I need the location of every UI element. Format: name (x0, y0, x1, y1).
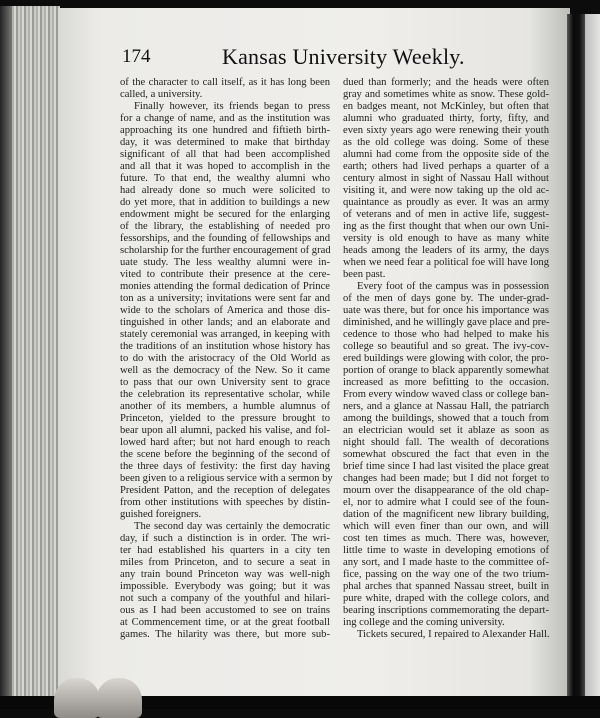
text-line: changes had been made; but I did not forget to (343, 473, 549, 484)
text-line: vited to contribute their presence at the cere- (120, 269, 330, 280)
text-line: ous as I had been accustomed to see on trains (120, 605, 330, 616)
text-line: stately ceremonial was arranged, in keeping with (120, 329, 330, 340)
paragraph (343, 281, 549, 629)
text-line: uate was there, but for once his importance was (343, 305, 549, 316)
text-line: to pass that our own University sent to grace (120, 377, 330, 388)
text-line: increased as more befitting to the occasion. (343, 377, 549, 388)
right-text-column (343, 77, 549, 641)
text-line: another of its members, a humble alumnus of (120, 401, 330, 412)
text-line: and all that it was hoped to accomplish in the (120, 161, 330, 172)
text-line: versity is old enough to have as many white (343, 233, 549, 244)
text-line: cedence to those who had helped to make his (343, 329, 549, 340)
paragraph (343, 629, 549, 641)
text-line: not such a company of the youthful and hilari- (120, 593, 330, 604)
text-line: monies attending the formal dedication of Prince (120, 281, 330, 292)
text-line: the scene before the beginning of the second of (120, 449, 330, 460)
text-line: even sixty years ago were renewing their youth (343, 125, 549, 136)
next-page-edge (585, 14, 600, 709)
text-line: heads among the leaders of its army, the days (343, 245, 549, 256)
text-line: fessorships, and the founding of fellowships and (120, 233, 330, 244)
text-line: of the character to call itself, as it has long been (120, 77, 330, 88)
text-line: visiting it, and were now taking up the old ac- (343, 185, 549, 196)
text-line: brief time since I had last visited the place great (343, 461, 549, 472)
text-line: ners, and a glance at Nassau Hall, the patriarch (343, 401, 549, 412)
text-line: any sort, and I made haste to the committee of- (343, 557, 549, 568)
running-title: Kansas University Weekly. (222, 44, 465, 69)
text-line: games. The hilarity was there, but more sub- (120, 629, 330, 640)
text-line: little time to waste in developing emotions of (343, 545, 549, 556)
text-line: From every window waved class or college ban- (343, 389, 549, 400)
text-line: for a change of name, and as the institution was (120, 113, 330, 124)
text-line: of the library, the establishing of needed pro (120, 221, 330, 232)
text-line: gray and sometimes white as snow. These gold- (343, 89, 549, 100)
text-line: tinguished in other lands; and an elaborate and (120, 317, 330, 328)
text-line: approaching its one hundred and fiftieth birth- (120, 125, 330, 136)
text-line: scholarship for the further encouragement of grad (120, 245, 331, 256)
text-line: endowment might be secured for the enlarging (120, 209, 330, 220)
text-line: the traditions of an institution whose history has (120, 341, 330, 352)
text-line: when we need fear a political foe will have long (343, 257, 549, 268)
text-line: had already done so much were solicited to (120, 185, 330, 196)
text-line: alumni who graduated thirty, forty, fifty, and (343, 113, 549, 124)
text-line: dued than formerly; and the heads were often (343, 77, 549, 88)
text-line: any train bound Princeton way was well-nigh (120, 569, 330, 580)
left-text-column (120, 77, 333, 641)
holding-finger (96, 678, 142, 718)
paragraph (120, 101, 333, 521)
text-line: ing as the first thought that when our own Uni- (343, 221, 549, 232)
text-line: bearing inscriptions commemorating the depart- (343, 605, 549, 616)
text-line: called, a university. (120, 89, 203, 100)
text-line: pure white, draped with the college colors, and (343, 593, 549, 604)
text-line: day, if such a distinction is in order. The wri- (120, 533, 330, 544)
text-line: Every foot of the campus was in possession (357, 281, 549, 292)
text-line: among the buildings, showed that a touch from (343, 413, 549, 424)
text-line: ton as a university; invitations were sent far and (120, 293, 330, 304)
text-line: the three days of festivity: the first day having (120, 461, 330, 472)
text-line: fice, passing on the way one of the two trium- (343, 569, 549, 580)
text-line: miles from Princeton, and to secure a seat in (120, 557, 330, 568)
paragraph (343, 77, 549, 281)
text-line: as the old college was doing. Some of these (343, 137, 549, 148)
text-line: alumni had come from the opposite side of the (343, 149, 549, 160)
page-number: 174 (122, 46, 151, 67)
text-line: earth; others had lived perhaps a quarter of a (343, 161, 549, 172)
book-gutter (567, 14, 585, 709)
text-line: Princeton, yielded to the pressure brought to (120, 413, 330, 424)
text-line: century almost in sight of Nassau Hall without (343, 173, 549, 184)
text-line: el, nor to admire what I could see of the foun- (343, 497, 549, 508)
text-line: significant of all that had been accomplished (120, 149, 330, 160)
text-line: do yet more, that in addition to buildings a new (120, 197, 330, 208)
text-line: bear upon all alumni, packed his valise, and fol- (120, 425, 330, 436)
text-line: to do with the aristocracy of the Old World as (120, 353, 330, 364)
text-line: an electrician would set it ablaze as soon as (343, 425, 549, 436)
text-line: been past. (343, 269, 386, 280)
text-line: wide to the scholars of America and those dis- (120, 305, 330, 316)
text-line: Tickets secured, I repaired to Alexander Hall. (357, 629, 550, 640)
text-line: the celebration its representative scholar, while (120, 389, 330, 400)
text-line: college so beautiful and so great. The ivy-cov- (343, 341, 549, 352)
text-line: of veterans and of men in active life, suggest- (343, 209, 549, 220)
text-line: at Commencement time, or at the great football (120, 617, 330, 628)
text-line: lowed hard after; but not hard enough to reach (120, 437, 330, 448)
text-line: phal arches that spanned Nassau street, built in (343, 581, 549, 592)
text-line: Finally however, its friends began to press (134, 101, 330, 112)
text-line: portion of orange to black apparently somewhat (343, 365, 549, 376)
text-line: cost ten times as much. There was, however, (343, 533, 549, 544)
text-line: diminished, and he willingly gave place and pre- (343, 317, 550, 328)
text-line: ing college and the coming university. (343, 617, 505, 628)
text-line: well as the democracy of the New. So it came (120, 365, 330, 376)
paragraph (120, 77, 330, 101)
text-line: guished foreigners. (120, 509, 202, 520)
text-line: been given to a religious service with a sermon by (120, 473, 333, 484)
text-line: President Patton, and the reception of delegates (120, 485, 330, 496)
text-line: day, it was determined to make that birthday (120, 137, 330, 148)
text-line: mourn over the disappearance of the old chap- (343, 485, 549, 496)
text-line: future. To that end, the wealthy alumni who (120, 173, 330, 184)
text-line: from other institutions with speeches by distin- (120, 497, 330, 508)
text-line: of the men of days gone by. The under-grad- (343, 293, 549, 304)
text-line: quaintance as proudly as ever. It was an army (343, 197, 549, 208)
paragraph (120, 521, 330, 641)
text-line: ered buildings were glowing with color, the pro- (343, 353, 549, 364)
holding-finger (54, 678, 100, 718)
text-line: uate study. The less wealthy alumni were in- (120, 257, 330, 268)
text-line: night should fall. The wealth of decorations (343, 437, 549, 448)
text-line: somewhat obscured the fact that even in the (343, 449, 549, 460)
text-line: en badges meant, not McKinley, but often that (343, 101, 549, 112)
book-page-edges (0, 6, 60, 696)
text-line: ter had established his quarters in a city ten (120, 545, 330, 556)
text-line: impossible. Everybody was going; but it was (120, 581, 330, 592)
text-line: The second day was certainly the democratic (134, 521, 330, 532)
text-line: dation of the magnificent new library building, (343, 509, 549, 520)
text-line: which will even finer than our own, and will (343, 521, 549, 532)
